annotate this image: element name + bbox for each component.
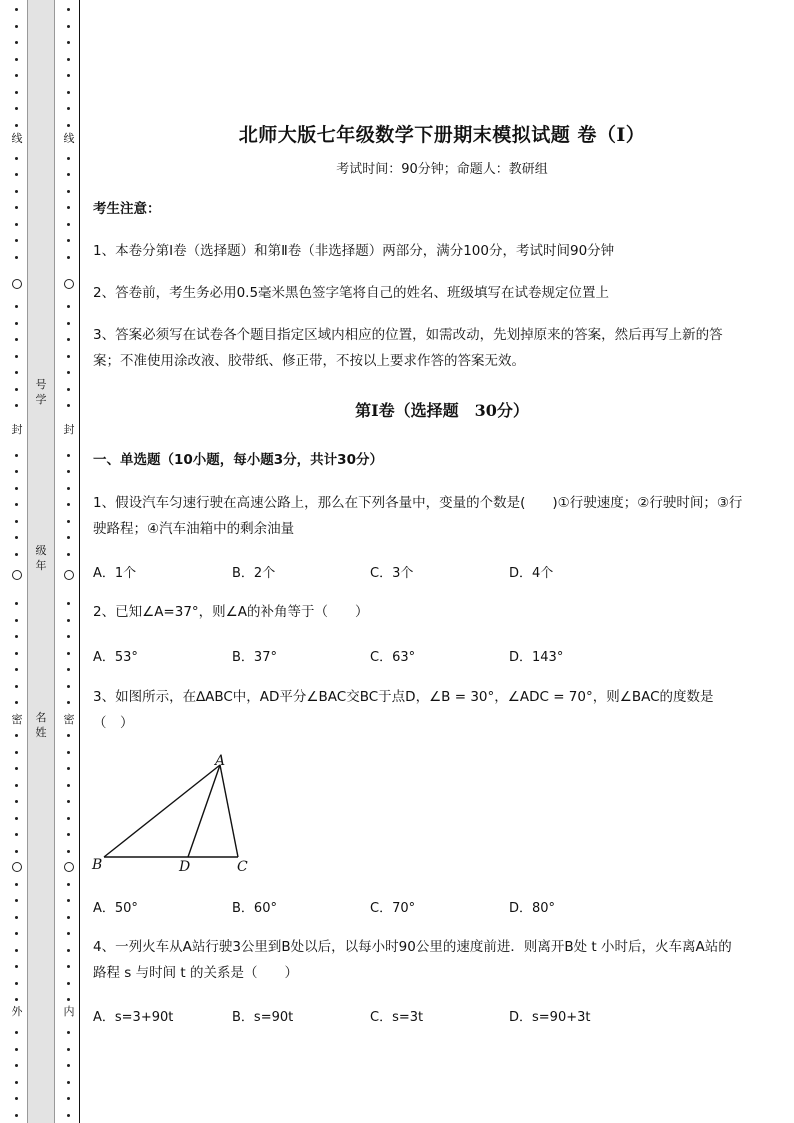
binding-dot xyxy=(67,256,70,259)
point-d-label: D xyxy=(179,859,191,875)
margin-divider xyxy=(79,0,80,1123)
option-b: B．s=90t xyxy=(232,1010,294,1025)
binding-dot xyxy=(67,982,70,985)
binding-circle-icon xyxy=(12,279,22,289)
option-c: C．63° xyxy=(370,650,416,665)
binding-dot xyxy=(67,1048,70,1051)
binding-dot xyxy=(67,1081,70,1084)
binding-dot xyxy=(15,965,18,968)
label-student-number: 号学 xyxy=(35,378,47,406)
binding-dot xyxy=(67,124,70,127)
binding-dot xyxy=(67,833,70,836)
notice-item-2: 2、答卷前，考生务必用0.5毫米黑色签字笔将自己的姓名、班级填写在试卷规定位置上 xyxy=(93,285,610,301)
binding-dot xyxy=(15,371,18,374)
question-1-options xyxy=(93,562,745,584)
option-d: D．4个 xyxy=(509,566,554,581)
binding-dot xyxy=(15,734,18,737)
binding-dot xyxy=(15,1064,18,1067)
binding-circle-icon xyxy=(64,862,74,872)
binding-dot xyxy=(15,355,18,358)
question-3-options xyxy=(93,897,745,919)
binding-dot xyxy=(67,404,70,407)
question-4-options xyxy=(93,1006,745,1028)
binding-dot xyxy=(15,751,18,754)
option-b: B．60° xyxy=(232,901,277,916)
right-binding-marker: 封 xyxy=(61,423,77,437)
binding-dot xyxy=(67,1064,70,1067)
right-binding-marker: 线 xyxy=(61,132,77,146)
vertex-a-label: A xyxy=(215,753,226,769)
left-binding-marker: 封 xyxy=(9,423,25,437)
question-2-options xyxy=(93,646,745,668)
binding-dot xyxy=(15,536,18,539)
binding-dot xyxy=(15,932,18,935)
binding-dot xyxy=(67,883,70,886)
binding-dot xyxy=(15,1097,18,1100)
binding-dot xyxy=(15,1048,18,1051)
binding-dot xyxy=(15,520,18,523)
side-ac xyxy=(220,765,238,857)
option-c: C．s=3t xyxy=(370,1010,424,1025)
binding-dot xyxy=(15,388,18,391)
triangle-figure xyxy=(88,750,268,880)
option-a: A．53° xyxy=(93,650,138,665)
binding-dot xyxy=(67,767,70,770)
binding-dot xyxy=(15,41,18,44)
binding-dot xyxy=(15,206,18,209)
binding-dot xyxy=(15,833,18,836)
left-binding-marker: 密 xyxy=(9,713,25,727)
binding-dot xyxy=(15,701,18,704)
binding-dot xyxy=(15,899,18,902)
binding-line-left xyxy=(12,0,22,1123)
option-c: C．70° xyxy=(370,901,416,916)
binding-dot xyxy=(67,305,70,308)
binding-dot xyxy=(15,553,18,556)
binding-dot xyxy=(67,701,70,704)
exam-info: 考试时间：90分钟；命题人：教研组 xyxy=(336,162,548,177)
binding-dot xyxy=(67,899,70,902)
binding-dot xyxy=(67,635,70,638)
binding-dot xyxy=(15,767,18,770)
binding-dot xyxy=(15,850,18,853)
binding-dot xyxy=(15,635,18,638)
binding-dot xyxy=(67,470,70,473)
binding-dot xyxy=(67,25,70,28)
binding-dot xyxy=(67,1114,70,1117)
binding-dot xyxy=(15,404,18,407)
binding-dot xyxy=(15,223,18,226)
section-title: 第Ⅰ卷（选择题 30分） xyxy=(355,401,529,420)
binding-dot xyxy=(15,916,18,919)
notice-heading: 考生注意： xyxy=(93,201,161,217)
binding-dot xyxy=(67,41,70,44)
binding-dot xyxy=(67,206,70,209)
binding-dot xyxy=(67,668,70,671)
binding-dot xyxy=(15,800,18,803)
binding-dot xyxy=(67,58,70,61)
binding-dot xyxy=(67,503,70,506)
page-title: 北师大版七年级数学下册期末模拟试题 卷（Ⅰ） xyxy=(238,124,646,146)
binding-dot xyxy=(67,949,70,952)
binding-dot xyxy=(15,91,18,94)
binding-dot xyxy=(15,454,18,457)
binding-circle-icon xyxy=(12,570,22,580)
binding-dot xyxy=(15,338,18,341)
binding-dot xyxy=(67,74,70,77)
binding-dot xyxy=(15,602,18,605)
option-a: A．s=3+90t xyxy=(93,1010,174,1025)
binding-dot xyxy=(67,355,70,358)
binding-dot xyxy=(15,173,18,176)
binding-dot xyxy=(15,25,18,28)
label-name: 名姓 xyxy=(35,711,47,739)
question-1: 1、假设汽车匀速行驶在高速公路上，那么在下列各量中，变量的个数是( )①行驶速度；②行驶时间；③行驶路程；④汽车油箱中的剩余油量 xyxy=(93,495,743,537)
binding-dot xyxy=(67,239,70,242)
binding-dot xyxy=(15,58,18,61)
binding-dot xyxy=(67,784,70,787)
binding-dot xyxy=(67,965,70,968)
binding-dot xyxy=(67,998,70,1001)
binding-dot xyxy=(67,322,70,325)
binding-dot xyxy=(15,883,18,886)
binding-dot xyxy=(67,652,70,655)
option-d: D．143° xyxy=(509,650,564,665)
question-3: 3、如图所示，在∆ABC中，AD平分∠BAC交BC于点D，∠B = 30°，∠ADC = 70°，则∠BAC的度数是（ ） xyxy=(93,689,714,731)
option-d: D．s=90+3t xyxy=(509,1010,591,1025)
binding-dot xyxy=(15,487,18,490)
vertex-c-label: C xyxy=(237,859,248,875)
binding-dot xyxy=(67,91,70,94)
binding-circle-icon xyxy=(12,862,22,872)
notice-item-1: 1、本卷分第Ⅰ卷（选择题）和第Ⅱ卷（非选择题）两部分，满分100分，考试时间90分钟 xyxy=(93,243,615,259)
binding-dot xyxy=(15,685,18,688)
binding-dot xyxy=(67,520,70,523)
binding-dot xyxy=(67,751,70,754)
binding-dot xyxy=(15,949,18,952)
binding-dot xyxy=(67,817,70,820)
binding-dot xyxy=(67,1031,70,1034)
binding-dot xyxy=(15,982,18,985)
option-b: B．2个 xyxy=(232,566,276,581)
left-binding-marker: 线 xyxy=(9,132,25,146)
binding-dot xyxy=(67,190,70,193)
notice-item-3: 3、答案必须写在试卷各个题目指定区域内相应的位置，如需改动，先划掉原来的答案，然后再写上新的答案；不准使用涂改液、胶带纸、修正带，不按以上要求作答的答案无效。 xyxy=(93,327,723,369)
binding-dot xyxy=(67,916,70,919)
option-a: A．50° xyxy=(93,901,138,916)
binding-dot xyxy=(15,998,18,1001)
binding-dot xyxy=(67,487,70,490)
binding-dot xyxy=(67,932,70,935)
binding-dot xyxy=(67,223,70,226)
binding-dot xyxy=(67,619,70,622)
binding-dot xyxy=(15,1031,18,1034)
question-2: 2、已知∠A=37°，则∠A的补角等于（ ） xyxy=(93,604,369,620)
binding-dot xyxy=(67,1097,70,1100)
binding-dot xyxy=(15,619,18,622)
binding-dot xyxy=(15,784,18,787)
binding-dot xyxy=(67,734,70,737)
binding-dot xyxy=(15,1081,18,1084)
binding-dot xyxy=(15,239,18,242)
binding-dot xyxy=(15,1114,18,1117)
option-b: B．37° xyxy=(232,650,277,665)
binding-circle-icon xyxy=(64,279,74,289)
binding-dot xyxy=(15,652,18,655)
binding-dot xyxy=(67,685,70,688)
binding-dot xyxy=(67,553,70,556)
binding-dot xyxy=(15,157,18,160)
part-heading: 一、单选题（10小题，每小题3分，共计30分） xyxy=(93,452,383,468)
side-ab xyxy=(104,765,220,857)
binding-line-right xyxy=(64,0,74,1123)
option-c: C．3个 xyxy=(370,566,414,581)
binding-dot xyxy=(15,305,18,308)
vertex-b-label: B xyxy=(92,857,103,873)
binding-dot xyxy=(67,173,70,176)
binding-dot xyxy=(67,157,70,160)
binding-dot xyxy=(67,8,70,11)
binding-dot xyxy=(67,371,70,374)
label-grade: 级年 xyxy=(35,544,47,572)
binding-dot xyxy=(15,256,18,259)
right-binding-marker: 内 xyxy=(61,1005,77,1019)
binding-dot xyxy=(67,338,70,341)
binding-dot xyxy=(67,536,70,539)
binding-dot xyxy=(15,503,18,506)
binding-dot xyxy=(15,190,18,193)
left-binding-marker: 外 xyxy=(9,1005,25,1019)
binding-dot xyxy=(15,107,18,110)
binding-dot xyxy=(67,454,70,457)
binding-dot xyxy=(67,800,70,803)
right-binding-marker: 密 xyxy=(61,713,77,727)
binding-dot xyxy=(67,602,70,605)
binding-dot xyxy=(67,850,70,853)
binding-dot xyxy=(15,817,18,820)
binding-dot xyxy=(15,8,18,11)
binding-circle-icon xyxy=(64,570,74,580)
binding-dot xyxy=(15,74,18,77)
binding-dot xyxy=(15,470,18,473)
binding-dot xyxy=(15,322,18,325)
binding-dot xyxy=(15,124,18,127)
option-d: D．80° xyxy=(509,901,556,916)
option-a: A．1个 xyxy=(93,566,137,581)
binding-dot xyxy=(67,107,70,110)
bisector-ad xyxy=(188,765,220,857)
question-4: 4、一列火车从A站行驶3公里到B处以后，以每小时90公里的速度前进．则离开B处 t 小时后，火车离A站的路程 s 与时间 t 的关系是（ ） xyxy=(93,939,732,981)
binding-dot xyxy=(67,388,70,391)
binding-dot xyxy=(15,668,18,671)
